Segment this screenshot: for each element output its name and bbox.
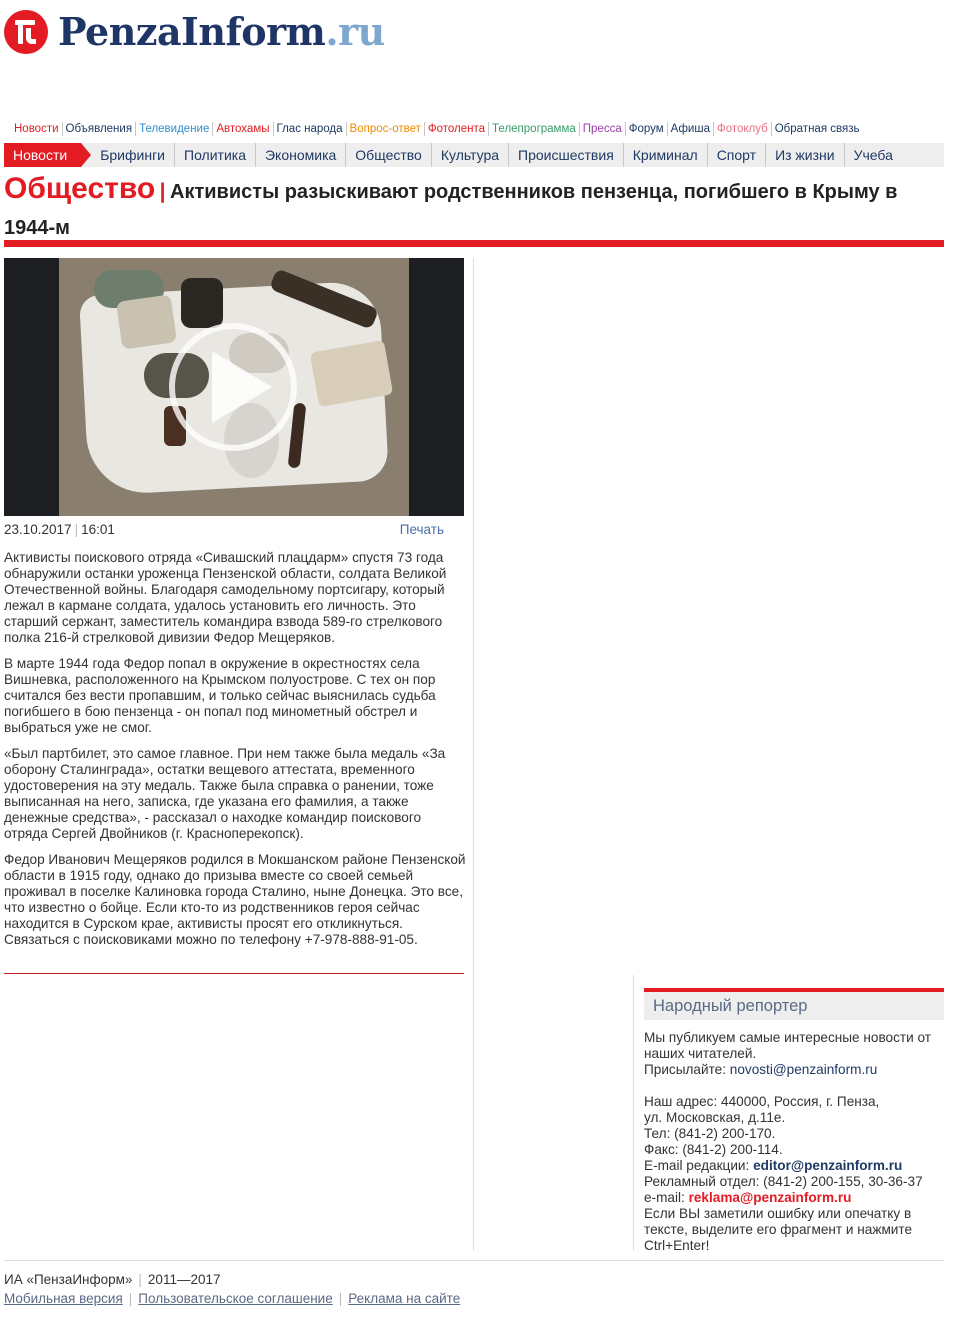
top-link[interactable]: Фотоклуб bbox=[713, 122, 771, 136]
footer-link[interactable]: Реклама на сайте bbox=[348, 1291, 461, 1306]
meta-separator: | bbox=[74, 522, 79, 537]
logo-tld: .ru bbox=[325, 9, 385, 54]
section-tab-active[interactable]: Новости bbox=[4, 143, 81, 167]
footer-link[interactable]: Пользовательское соглашение bbox=[138, 1291, 333, 1306]
editor-label: E-mail редакции: bbox=[644, 1158, 750, 1173]
section-tab[interactable]: Культура bbox=[431, 143, 508, 167]
headline-section-link[interactable]: Общество bbox=[4, 172, 156, 205]
footer-years: 2011—2017 bbox=[147, 1272, 221, 1287]
logo-main: PenzaInform bbox=[58, 9, 326, 54]
editor-email-link[interactable]: editor@penzainform.ru bbox=[753, 1158, 903, 1173]
article-end-divider bbox=[4, 973, 464, 974]
section-nav bbox=[4, 143, 944, 167]
fax-line: Факс: (841-2) 200-114. bbox=[644, 1142, 783, 1157]
top-links bbox=[12, 122, 862, 136]
footer-copyright bbox=[4, 1272, 220, 1287]
top-link[interactable]: Новости bbox=[14, 123, 59, 135]
headline-divider bbox=[4, 240, 944, 247]
send-email-link[interactable]: novosti@penzainform.ru bbox=[729, 1062, 878, 1077]
address-line-2: ул. Московская, д.11е. bbox=[644, 1110, 786, 1125]
ads-phone-line: Рекламный отдел: (841-2) 200-155, 30-36-37 bbox=[644, 1174, 923, 1189]
article-body bbox=[4, 550, 466, 958]
footer-separator: | bbox=[138, 1272, 142, 1287]
site-logo[interactable] bbox=[4, 10, 385, 54]
ads-email-link[interactable]: reklama@penzainform.ru bbox=[688, 1190, 852, 1205]
top-link[interactable]: Автохамы bbox=[212, 122, 272, 136]
widget-intro: Мы публикуем самые интересные новости от наших читателей. bbox=[644, 1030, 931, 1061]
people-reporter-widget bbox=[644, 988, 944, 1254]
phone-line: Тел: (841-2) 200-170. bbox=[644, 1126, 776, 1141]
video-player[interactable] bbox=[4, 258, 464, 516]
article-paragraph: «Был партбилет, это самое главное. При нем также была медаль «За оборону Сталинграда», остатки вещевого аттестата, временного удостоверения на эту медаль. Также была справка о ранении, тоже выписанная на него, записка, где указана его фамилия, а также денежные средства», - рассказал о находке командир поискового отряда Сергей Двойников (г. Красноперекопск). bbox=[4, 746, 446, 841]
top-link[interactable]: Форум bbox=[625, 122, 667, 136]
section-tab[interactable]: Политика bbox=[174, 143, 255, 167]
article-meta bbox=[4, 522, 464, 537]
play-icon[interactable] bbox=[212, 351, 272, 423]
widget-send bbox=[644, 1062, 944, 1078]
headline-title: Активисты разыскивают родственников пензенца, погибшего в Крыму в 1944-м bbox=[4, 181, 898, 239]
article-time: 16:01 bbox=[81, 522, 115, 537]
section-tab[interactable]: Брифинги bbox=[100, 147, 165, 163]
footer-links bbox=[4, 1291, 460, 1306]
headline-separator: | bbox=[159, 180, 166, 203]
top-link[interactable]: Глас народа bbox=[273, 122, 346, 136]
top-link[interactable]: Телепрограмма bbox=[488, 122, 579, 136]
section-tab[interactable]: Происшествия bbox=[508, 143, 623, 167]
article-date: 23.10.2017 bbox=[4, 522, 72, 537]
sidebar-divider bbox=[633, 975, 634, 1251]
footer-link[interactable]: Мобильная версия bbox=[4, 1291, 123, 1306]
top-link[interactable]: Обратная связь bbox=[771, 122, 863, 136]
address-line-1: Наш адрес: 440000, Россия, г. Пенза, bbox=[644, 1094, 880, 1109]
footer-link-separator: | bbox=[338, 1291, 343, 1306]
footer-org: ИА «ПензаИнформ» bbox=[4, 1272, 133, 1287]
send-label: Присылайте: bbox=[644, 1062, 726, 1077]
top-link[interactable]: Вопрос-ответ bbox=[346, 122, 424, 136]
column-divider bbox=[473, 258, 474, 1251]
ads-email-line bbox=[644, 1190, 944, 1206]
section-tab[interactable]: Общество bbox=[345, 143, 431, 167]
footer-link-separator: | bbox=[128, 1291, 133, 1306]
widget-body bbox=[644, 1020, 944, 1254]
widget-title: Народный репортер bbox=[644, 992, 944, 1020]
section-tab[interactable]: Из жизни bbox=[765, 143, 844, 167]
article-paragraph: В марте 1944 года Федор попал в окружение в окрестностях села Вишневка, расположенного на Крымском полуострове. С тех он пор считался без вести пропавшим, и только сейчас выяснилась судьба погибшего в бою пензенца - он попал под минометный обстрел и выбраться уже не смог. bbox=[4, 656, 436, 735]
top-link[interactable]: Афиша bbox=[667, 122, 713, 136]
article-paragraph: Активисты поискового отряда «Сивашский плацдарм» спустя 73 года обнаружили останки уроженца Пензенской области, солдата Великой Отечественной войны. Благодаря самодельному портсигару, который лежал в кармане солдата, удалось установить его личность. Это старший сержант, заместитель командира взвода 589-го стрелкового полка 216-й стрелковой дивизии Федор Мещеряков. bbox=[4, 550, 447, 645]
logo-text bbox=[58, 10, 385, 54]
ads-label: e-mail: bbox=[644, 1190, 685, 1205]
section-tab[interactable]: Криминал bbox=[623, 143, 707, 167]
footer-divider bbox=[4, 1260, 944, 1261]
typo-note: Если ВЫ заметили ошибку или опечатку в тексте, выделите его фрагмент и нажмите Ctrl+Enter! bbox=[644, 1206, 913, 1253]
top-link[interactable]: Фотолента bbox=[424, 122, 488, 136]
section-tab[interactable]: Спорт bbox=[707, 143, 765, 167]
print-link[interactable]: Печать bbox=[399, 522, 444, 537]
top-link[interactable]: Телевидение bbox=[135, 122, 212, 136]
top-link[interactable]: Объявления bbox=[62, 122, 136, 136]
article-headline bbox=[4, 172, 944, 247]
article-paragraph: Федор Иванович Мещеряков родился в Мокшанском районе Пензенской области в 1915 году, однако до призыва вместе со своей семьей проживал в поселке Калиновка города Сталино, ныне Донецка. Это все, что известно о бойце. Если кто-то из родственников героя сейчас находится в Сурском крае, активисты просят его откликнуться. Связаться с поисковиками можно по телефону +7-978-888-91-05. bbox=[4, 852, 466, 947]
top-link[interactable]: Пресса bbox=[579, 122, 625, 136]
section-tab[interactable]: Учеба bbox=[844, 143, 902, 167]
penzainform-logo-icon bbox=[4, 10, 48, 54]
section-tab[interactable]: Экономика bbox=[255, 143, 345, 167]
editor-email-line bbox=[644, 1158, 944, 1174]
